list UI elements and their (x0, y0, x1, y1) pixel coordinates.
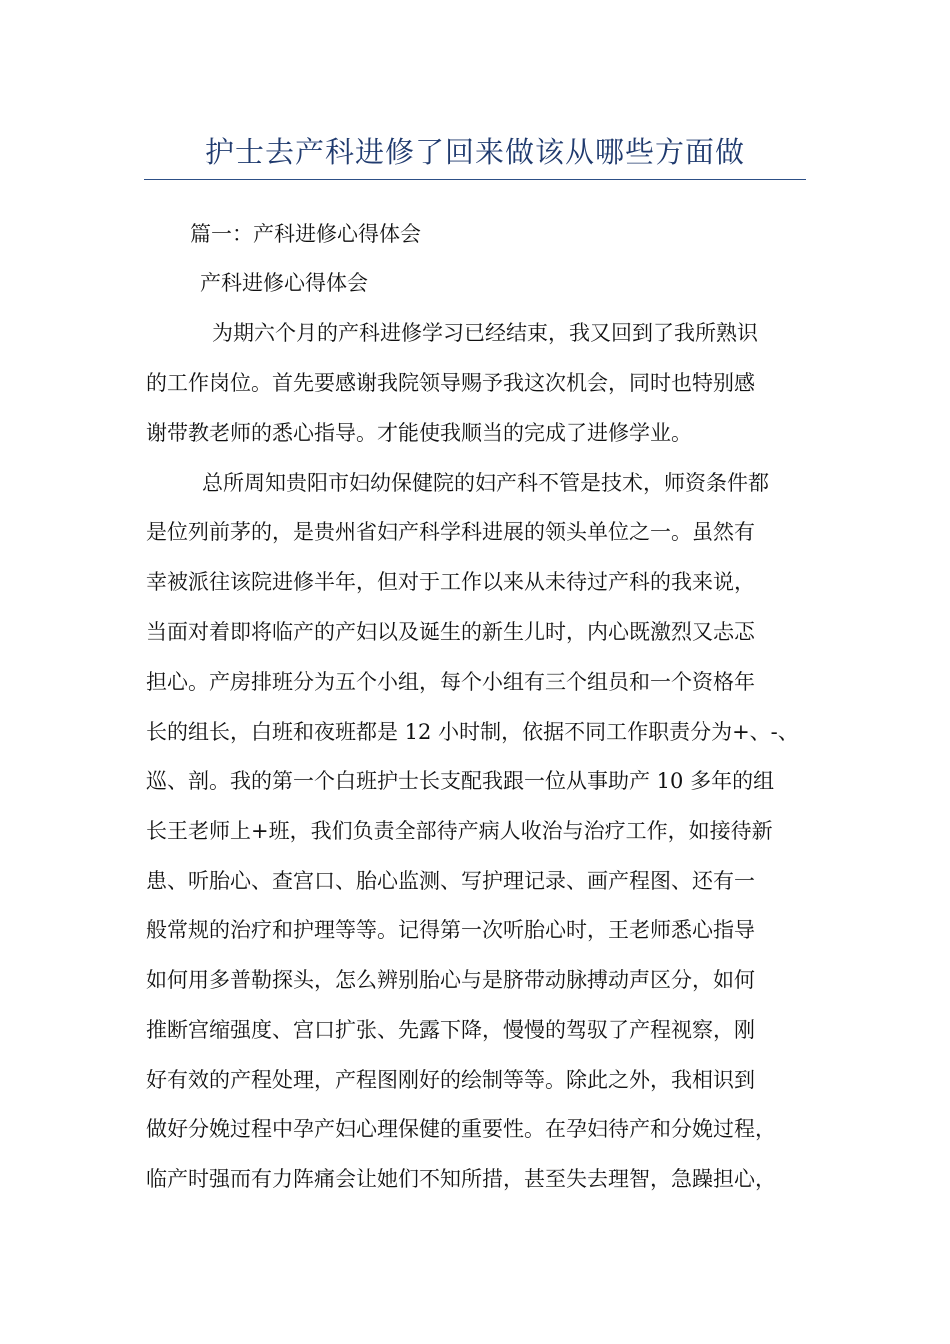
title-underline (144, 179, 806, 180)
body-line: 的工作岗位。首先要感谢我院领导赐予我这次机会，同时也特别感 (146, 371, 755, 395)
document-title: 护士去产科进修了回来做该从哪些方面做 (204, 135, 745, 169)
body-line: 长的组长，白班和夜班都是 12 小时制，依据不同工作职责分为+、-、 (146, 720, 799, 744)
section-heading: 篇一：产科进修心得体会 (190, 222, 421, 246)
body-line: 般常规的治疗和护理等等。记得第一次听胎心时，王老师悉心指导 (146, 918, 755, 942)
body-line: 患、听胎心、查宫口、胎心监测、写护理记录、画产程图、还有一 (146, 869, 755, 893)
body-line: 临产时强而有力阵痛会让她们不知所措，甚至失去理智，急躁担心， (146, 1167, 776, 1191)
body-line: 好有效的产程处理，产程图刚好的绘制等等。除此之外，我相识到 (146, 1068, 755, 1092)
body-line: 为期六个月的产科进修学习已经结束，我又回到了我所熟识 (212, 321, 758, 345)
body-line: 长王老师上+班，我们负责全部待产病人收治与治疗工作，如接待新 (146, 819, 773, 843)
body-line: 谢带教老师的悉心指导。才能使我顺当的完成了进修学业。 (146, 421, 692, 445)
body-line: 如何用多普勒探头，怎么辨别胎心与是脐带动脉搏动声区分，如何 (146, 968, 755, 992)
body-line: 推断宫缩强度、宫口扩张、先露下降，慢慢的驾驭了产程视察，刚 (146, 1018, 755, 1042)
body-line: 总所周知贵阳市妇幼保健院的妇产科不管是技术，师资条件都 (202, 471, 769, 495)
body-line: 巡、剖。我的第一个白班护士长支配我跟一位从事助产 10 多年的组 (146, 769, 775, 793)
body-line: 当面对着即将临产的产妇以及诞生的新生儿时，内心既激烈又忐忑 (146, 620, 755, 644)
body-line: 幸被派往该院进修半年，但对于工作以来从未待过产科的我来说， (146, 570, 755, 594)
sub-heading: 产科进修心得体会 (200, 271, 368, 295)
body-line: 做好分娩过程中孕产妇心理保健的重要性。在孕妇待产和分娩过程， (146, 1117, 776, 1141)
body-line: 担心。产房排班分为五个小组，每个小组有三个组员和一个资格年 (146, 670, 755, 694)
body-line: 是位列前茅的，是贵州省妇产科学科进展的领头单位之一。虽然有 (146, 520, 755, 544)
